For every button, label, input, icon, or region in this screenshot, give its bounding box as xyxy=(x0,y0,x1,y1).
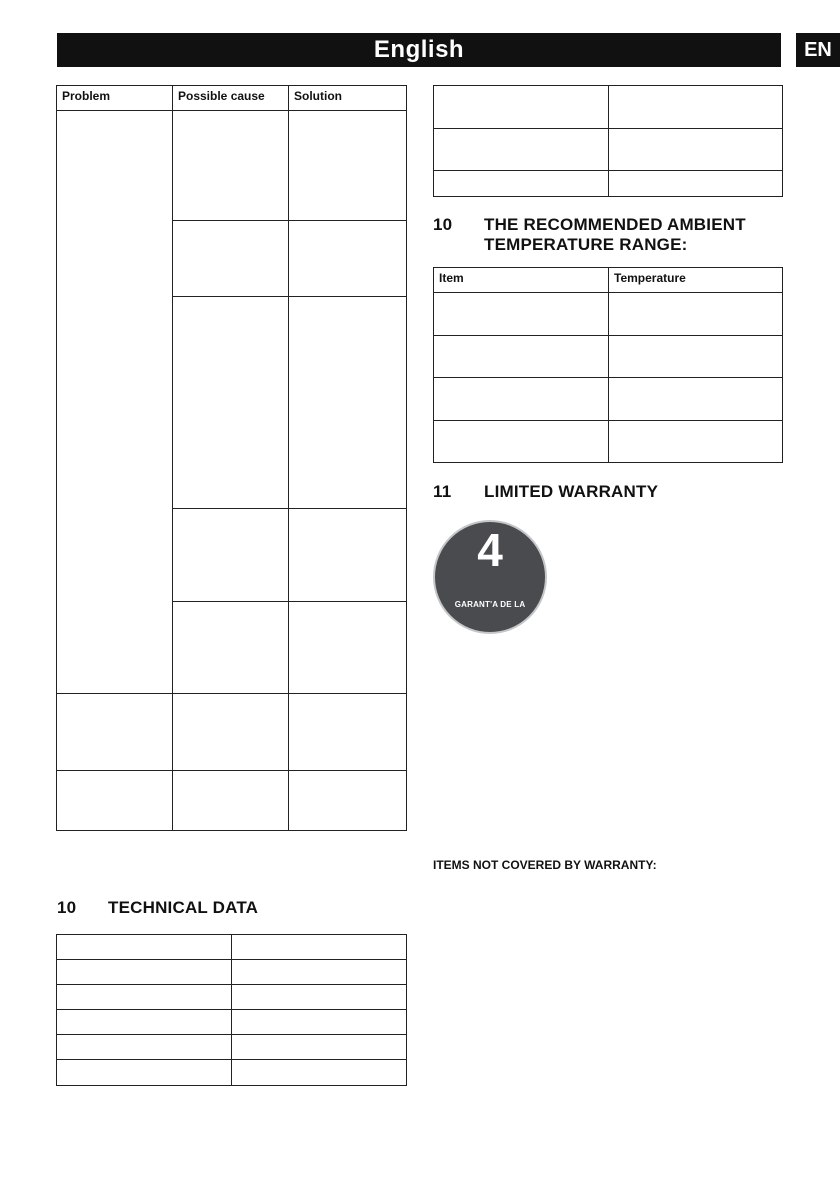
table-row xyxy=(57,960,407,985)
section-number: 11 xyxy=(433,482,452,501)
items-not-covered-heading: ITEMS NOT COVERED BY WARRANTY: xyxy=(433,858,657,872)
table-row xyxy=(57,1010,407,1035)
table-row xyxy=(434,336,783,378)
header-problem: Problem xyxy=(57,86,173,111)
section-number: 10 xyxy=(433,215,453,234)
table-row xyxy=(57,771,407,831)
table-cell-cause xyxy=(173,602,289,694)
section-title-line-1: THE RECOMMENDED AMBIENT xyxy=(484,215,746,234)
troubleshooting-table xyxy=(56,85,407,831)
table-cell-solution xyxy=(289,694,407,771)
table-cell-problem xyxy=(57,111,173,694)
section-heading-limited-warranty xyxy=(433,482,658,502)
table-cell-solution xyxy=(289,297,407,509)
page-header-banner xyxy=(57,33,781,67)
table-header-row xyxy=(434,268,783,293)
technical-data-table xyxy=(56,934,407,1086)
ambient-temperature-table xyxy=(433,267,783,463)
table-row xyxy=(57,935,407,960)
table-row xyxy=(57,694,407,771)
warranty-years-badge xyxy=(433,520,547,634)
continuation-table xyxy=(433,85,783,197)
table-row xyxy=(57,1060,407,1086)
table-row xyxy=(434,129,783,171)
section-number: 10 xyxy=(57,898,77,917)
section-heading-ambient-temperature xyxy=(433,215,746,255)
table-cell-solution xyxy=(289,111,407,221)
table-row xyxy=(57,111,407,221)
header-temperature: Temperature xyxy=(609,268,783,293)
table-cell-solution xyxy=(289,221,407,297)
header-possible-cause: Possible cause xyxy=(173,86,289,111)
page-title: English xyxy=(373,36,465,63)
table-row xyxy=(434,86,783,129)
table-cell-cause xyxy=(173,221,289,297)
table-cell-solution xyxy=(289,771,407,831)
table-cell-problem xyxy=(57,694,173,771)
header-item: Item xyxy=(434,268,609,293)
table-row xyxy=(434,378,783,421)
table-cell-cause xyxy=(173,111,289,221)
table-cell-cause xyxy=(173,509,289,602)
table-row xyxy=(57,985,407,1010)
table-header-row xyxy=(57,86,407,111)
section-heading-technical-data xyxy=(57,898,258,918)
language-badge xyxy=(796,33,840,67)
table-cell-cause xyxy=(173,297,289,509)
language-code: EN xyxy=(804,39,832,61)
table-cell-cause xyxy=(173,771,289,831)
table-cell-solution xyxy=(289,602,407,694)
table-row xyxy=(57,1035,407,1060)
section-title: LIMITED WARRANTY xyxy=(484,482,659,501)
table-cell-cause xyxy=(173,694,289,771)
section-title-line-2: TEMPERATURE RANGE: xyxy=(484,235,688,254)
warranty-years-number: 4 xyxy=(477,524,503,576)
table-cell-solution xyxy=(289,509,407,602)
table-row xyxy=(434,293,783,336)
header-solution: Solution xyxy=(289,86,407,111)
table-row xyxy=(434,171,783,197)
section-title: TECHNICAL DATA xyxy=(108,898,259,917)
table-row xyxy=(434,421,783,463)
warranty-badge-caption: GARANT'A DE LA xyxy=(454,600,526,609)
table-cell-problem xyxy=(57,771,173,831)
